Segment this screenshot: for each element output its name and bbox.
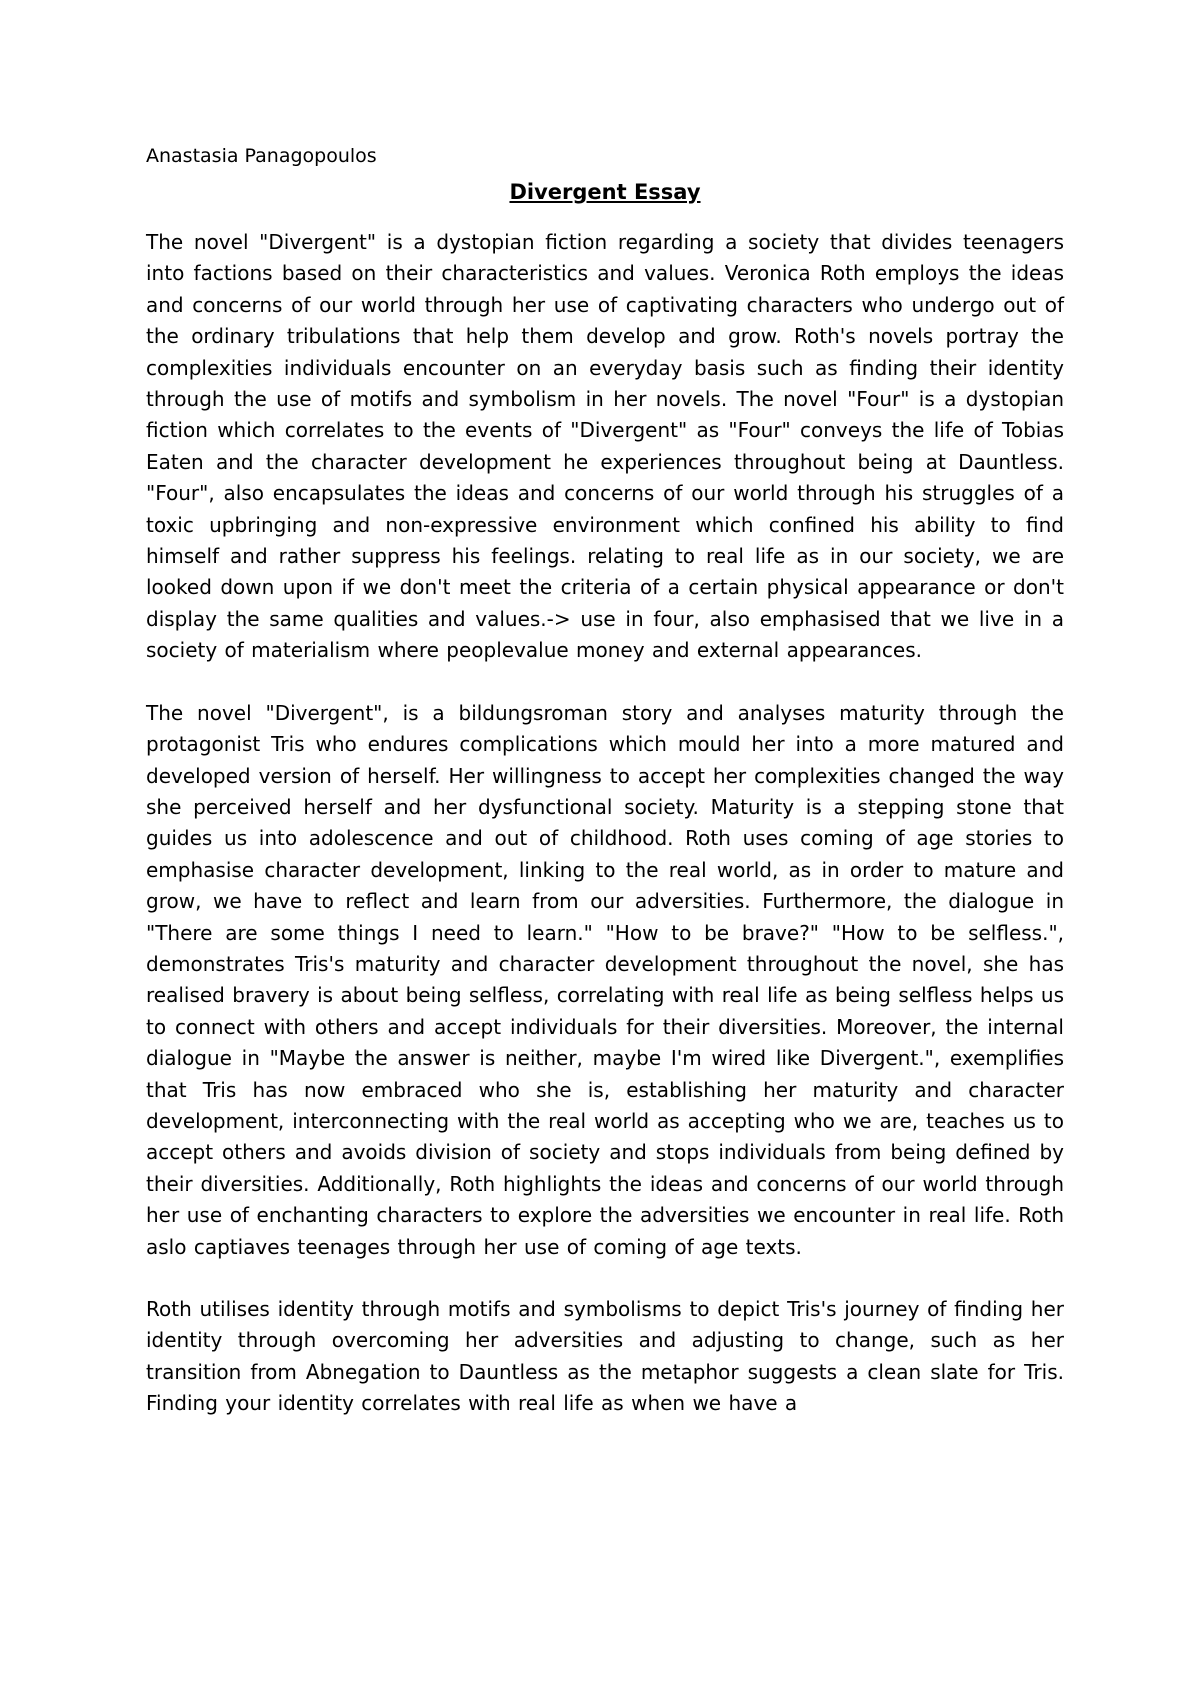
document-body [146,141,1064,1451]
paragraph-maturity: The novel "Divergent", is a bildungsroman story and analyses maturity through the protagonist Tris who endures complications which mould her into a more matured and developed version of herself. Her willingness to accept her complexities changed the way she perceived herself and her dysfunctional society. Maturity is a stepping stone that guides us into adolescence and out of childhood. Roth uses coming of age stories to emphasise character development, linking to the real world, as in order to mature and grow, we have to reflect and learn from our adversities. Furthermore, the dialogue in "There are some things I need to learn." "How to be brave?" "How to be selfless.", demonstrates Tris's maturity and character development throughout the novel, she has realised bravery is about being selfless, correlating with real life as being selfless helps us to connect with others and accept individuals for their diversities. Moreover, the internal dialogue in "Maybe the answer is neither, maybe I'm wired like Divergent.", exemplifies that Tris has now embraced who she is, establishing her maturity and character development, interconnecting with the real world as accepting who we are, teaches us to accept others and avoids division of society and stops individuals from being defined by their diversities. Additionally, Roth highlights the ideas and concerns of our world through her use of enchanting characters to explore the adversities we encounter in real life. Roth aslo captiaves teenages through her use of coming of age texts. [146,700,1064,1259]
author-name: Anastasia Panagopoulos [146,145,377,167]
essay-title: Divergent Essay [509,180,701,204]
paragraph-identity: Roth utilises identity through motifs and symbolisms to depict Tris's journey of finding her identity through overcoming her adversities and adjusting to change, such as her transition from Abnegation to Dauntless as the metaphor suggests a clean slate for Tris. Finding your identity correlates with real life as when we have a [146,1297,1064,1416]
paragraph-intro: The novel "Divergent" is a dystopian fiction regarding a society that divides teenagers into factions based on their characteristics and values. Veronica Roth employs the ideas and concerns of our world through her use of captivating characters who undergo out of the ordinary tribulations that help them develop and grow. Roth's novels portray the complexities individuals encounter on an everyday basis such as finding their identity through the use of motifs and symbolism in her novels. The novel "Four" is a dystopian fiction which correlates to the events of "Divergent" as "Four" conveys the life of Tobias Eaten and the character development he experiences throughout being at Dauntless. "Four", also encapsulates the ideas and concerns of our world through his struggles of a toxic upbringing and non-expressive environment which confined his ability to find himself and rather suppress his feelings. relating to real life as in our society, we are looked down upon if we don't meet the criteria of a certain physical appearance or don't display the same qualities and values.-> use in four, also emphasised that we live in a society of materialism where peoplevalue money and external appearances. [146,230,1064,663]
